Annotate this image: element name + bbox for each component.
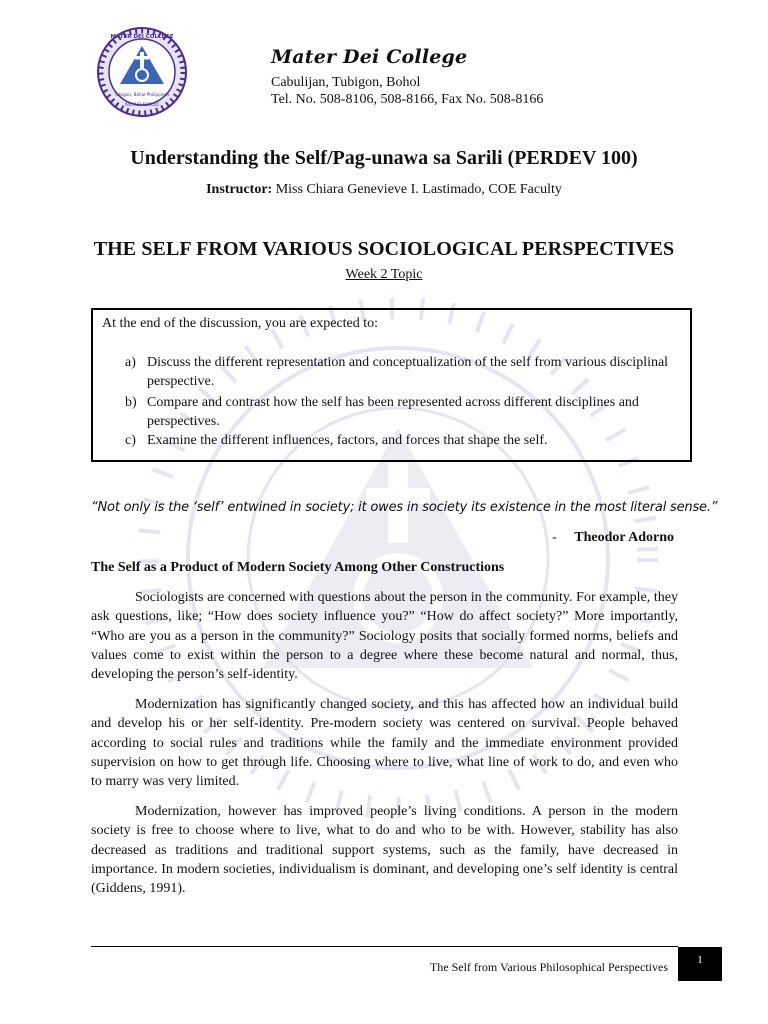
course-title: Understanding the Self/Pag-unawa sa Sarili (PERDEV 100) bbox=[130, 147, 638, 169]
objective-letter: c) bbox=[125, 433, 136, 448]
objective-item bbox=[125, 353, 683, 391]
objectives-box bbox=[91, 308, 692, 462]
college-telephone: Tel. No. 508-8106, 508-8166, Fax No. 508-8166 bbox=[271, 92, 544, 107]
objective-item bbox=[125, 393, 683, 431]
week-topic bbox=[0, 267, 768, 283]
objective-text: Compare and contrast how the self has been represented across different disciplines and perspectives. bbox=[147, 395, 639, 429]
objective-item bbox=[125, 431, 683, 450]
objective-text: Discuss the different representation and conceptualization of the self from various disciplinal perspective. bbox=[147, 355, 669, 389]
week-topic-label: Week 2 Topic bbox=[345, 267, 423, 282]
body-paragraph: Modernization has significantly changed society, and this has affected how an individual build and develop his or her self-identity. Pre-modern society was centered on survival. People behaved according to social rules and traditions while the family and the immediate environment provided supervision on how to get through life. Choosing where to live, what line of work to do, and even who to marry was very limited. bbox=[91, 697, 678, 790]
page-number: 1 bbox=[678, 947, 722, 981]
instructor-name: Miss Chiara Genevieve I. Lastimado, COE Faculty bbox=[275, 182, 562, 197]
logo-location: Tubigon, Bohol Philippines bbox=[114, 92, 170, 97]
section-heading: The Self as a Product of Modern Society Among Other Constructions bbox=[91, 560, 505, 575]
epigraph-quote: “Not only is the ‘self’ entwined in society; it owes in society its existence in the most literal sense.” bbox=[91, 500, 718, 515]
body-paragraph: Modernization, however has improved people’s living conditions. A person in the modern society is free to choose where to live, what to do and who to be with. However, stability has also decreased as traditions and traditional support systems, such as the family, have decreased in importance. In modern societies, individualism is dominant, and developing one’s self identity is central (Giddens, 1991). bbox=[91, 804, 678, 897]
college-logo bbox=[96, 26, 188, 118]
footer-rule bbox=[91, 946, 678, 947]
instructor-line bbox=[0, 182, 768, 198]
quote-attribution bbox=[552, 530, 674, 546]
attribution-dash: - bbox=[552, 530, 557, 545]
college-name: Mater Dei College bbox=[271, 46, 468, 68]
objective-text: Examine the different influences, factors, and forces that shape the self. bbox=[147, 433, 548, 448]
quote-author: Theodor Adorno bbox=[574, 530, 674, 545]
objective-letter: b) bbox=[125, 395, 137, 410]
objective-letter: a) bbox=[125, 355, 136, 370]
lesson-title: THE SELF FROM VARIOUS SOCIOLOGICAL PERSPECTIVES bbox=[93, 238, 675, 260]
footer-title: The Self from Various Philosophical Perspectives bbox=[429, 960, 668, 974]
college-address: Cabulijan, Tubigon, Bohol bbox=[271, 75, 421, 90]
instructor-label: Instructor: bbox=[206, 182, 273, 197]
logo-ring-text: MATER DEI COLLEGE bbox=[110, 34, 174, 40]
logo-year: MCMLXXXIII bbox=[125, 102, 159, 108]
objectives-intro: At the end of the discussion, you are expected to: bbox=[102, 316, 379, 331]
body-paragraph: Sociologists are concerned with questions about the person in the community. For example, they ask questions, like; “How does society influence you?” “How do affect society?” More importantly, “Who are you as a person in the community?” Sociology posits that socially formed norms, beliefs and values come to exist within the person to a degree where these become natural and normal, thus, developing the person’s self-identity. bbox=[91, 590, 678, 683]
